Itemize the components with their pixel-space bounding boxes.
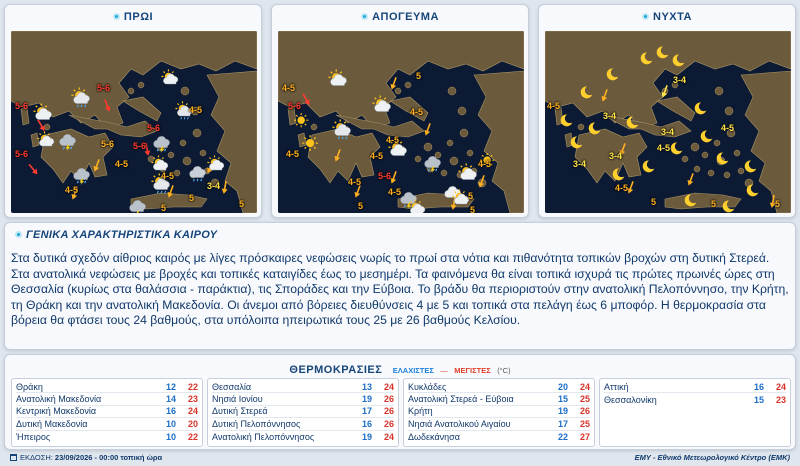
max-temperature: 27: [579, 431, 590, 442]
wind-force-label: 4-5: [282, 83, 296, 93]
temperature-row: [408, 381, 590, 393]
wind-force-label: 4-5: [615, 183, 629, 193]
wind-arrow-icon: [27, 162, 40, 176]
island-shape: [415, 156, 421, 162]
panel-title-text: ΠΡΩΙ: [123, 11, 154, 23]
section-heading: [15, 229, 217, 241]
cloud-storm-icon: [127, 195, 149, 213]
section-heading-text: ΓΕΝΙΚΑ ΧΑΡΑΚΤΗΡΙΣΤΙΚΑ ΚΑΙΡΟΥ: [26, 229, 218, 241]
wind-force-label: 4-5: [657, 143, 671, 153]
panel-night: [538, 4, 796, 218]
wind-force-label: 5: [416, 71, 422, 81]
island-shape: [128, 88, 134, 94]
island-shape: [448, 87, 456, 95]
max-temperature: 24: [579, 381, 590, 392]
island-shape: [691, 143, 699, 151]
region-name: Ανατολική Στερεά - Εύβοια: [408, 394, 514, 405]
moon-icon: [683, 193, 699, 209]
temperature-row: [212, 381, 394, 393]
sun-icon: [292, 111, 312, 131]
max-temperature: 20: [187, 418, 198, 429]
moon-icon: [745, 183, 761, 199]
wind-force-label: 4-5: [189, 105, 203, 115]
sun-cloud-icon: [408, 199, 428, 213]
wind-force-label: 5-6: [147, 123, 161, 133]
sun-cloud-icon: [207, 155, 227, 175]
wind-force-label: 5-6: [15, 149, 29, 159]
max-temperature: 23: [775, 394, 786, 405]
temperature-row: [212, 431, 394, 443]
wind-force-label: 5: [161, 203, 167, 213]
weather-map-morning: [11, 31, 257, 213]
region-name: Θεσσαλία: [212, 381, 252, 392]
region-name: Ανατολική Πελοπόννησος: [212, 431, 315, 442]
temperature-column-2: [207, 378, 399, 447]
panel-title-afternoon: [272, 11, 528, 23]
temperature-column-4: [599, 378, 791, 447]
moon-icon: [671, 53, 687, 69]
min-temperature: 10: [165, 418, 176, 429]
legend-separator: —: [440, 366, 448, 375]
map-base: [278, 31, 524, 213]
moon-icon: [611, 167, 627, 183]
region-name: Θράκη: [16, 381, 43, 392]
island-shape: [734, 150, 740, 156]
cloud-storm-icon: [422, 151, 444, 173]
moon-icon: [669, 141, 685, 157]
wind-force-label: 5: [189, 193, 195, 203]
weather-map-night: [545, 31, 791, 213]
region-name: Αττική: [604, 381, 629, 392]
temperatures-header: [5, 360, 795, 378]
wind-force-label: 3-4: [603, 111, 617, 121]
max-temperature: 25: [579, 394, 590, 405]
temperature-row: [212, 393, 394, 405]
island-shape: [702, 152, 708, 158]
wind-force-label: 5-6: [101, 139, 115, 149]
wind-force-label: 3-4: [573, 159, 587, 169]
island-shape: [460, 129, 468, 137]
temperature-row: [16, 393, 198, 405]
island-shape: [405, 82, 411, 88]
wind-force-label: 5-6: [97, 83, 111, 93]
moon-icon: [569, 135, 585, 151]
max-temperature: 22: [187, 381, 198, 392]
moon-icon: [743, 159, 759, 175]
wind-force-label: 4-5: [65, 185, 79, 195]
bullet-icon: [15, 231, 22, 238]
temperature-row: [212, 406, 394, 418]
moon-icon: [699, 129, 715, 145]
temperature-row: [408, 406, 590, 418]
min-temperature: 16: [165, 406, 176, 417]
region-name: Νησιά Ανατολικού Αιγαίου: [408, 418, 511, 429]
wind-force-label: 3-4: [673, 75, 687, 85]
moon-icon: [641, 159, 657, 175]
temperature-row: [408, 393, 590, 405]
wind-force-label: 5: [775, 199, 781, 209]
region-name: Ήπειρος: [16, 431, 51, 442]
min-temperature: 14: [165, 394, 176, 405]
wind-force-label: 3-4: [609, 151, 623, 161]
moon-icon: [625, 115, 641, 131]
max-temperature: 24: [187, 406, 198, 417]
temperature-row: [604, 381, 786, 393]
issue-info: [10, 453, 162, 462]
island-shape: [694, 166, 700, 172]
region-name: Δωδεκάνησα: [408, 431, 460, 442]
island-shape: [578, 124, 584, 130]
temperature-row: [408, 431, 590, 443]
wind-force-label: 3-4: [661, 127, 675, 137]
sun-cloud-icon: [37, 131, 57, 151]
region-name: Θεσσαλονίκη: [604, 394, 657, 405]
sun-cloud-rain-icon: [71, 87, 93, 109]
min-temperature: 13: [361, 381, 372, 392]
max-temperature: 22: [187, 431, 198, 442]
island-shape: [458, 107, 466, 115]
region-name: Δυτική Μακεδονία: [16, 418, 88, 429]
agency-name: ΕΜΥ - Εθνικό Μετεωρολογικό Κέντρο (ΕΜΚ): [634, 453, 790, 462]
temperature-row: [408, 418, 590, 430]
region-name: Νησιά Ιονίου: [212, 394, 263, 405]
calendar-icon: [10, 454, 17, 461]
wind-force-label: 5: [358, 201, 364, 211]
moon-icon: [559, 113, 575, 129]
panel-title-text: ΝΥΧΤΑ: [653, 11, 692, 23]
island-shape: [174, 170, 180, 176]
wind-force-label: 4-5: [161, 171, 175, 181]
min-temperature: 15: [557, 394, 568, 405]
temperature-column-1: [11, 378, 203, 447]
panel-morning: [4, 4, 262, 218]
region-name: Κεντρική Μακεδονία: [16, 406, 97, 417]
wind-arrow-icon: [686, 172, 696, 186]
wind-force-label: 5: [470, 205, 476, 213]
max-temperature: 24: [775, 381, 786, 392]
temperature-row: [16, 431, 198, 443]
wind-force-label: 5: [468, 191, 474, 201]
max-temperature: 25: [579, 418, 590, 429]
island-shape: [181, 87, 189, 95]
bullet-icon: [642, 13, 649, 20]
legend-min: ΕΛΑΧΙΣΤΕΣ: [392, 366, 434, 375]
island-shape: [450, 157, 458, 165]
region-name: Ανατολική Μακεδονία: [16, 394, 102, 405]
island-shape: [193, 129, 201, 137]
panel-title-night: [539, 11, 795, 23]
wind-force-label: 4-5: [286, 149, 300, 159]
wind-force-label: 4-5: [115, 159, 129, 169]
wind-force-label: 4-5: [370, 151, 384, 161]
min-temperature: 17: [361, 406, 372, 417]
island-shape: [180, 140, 186, 146]
min-temperature: 22: [557, 431, 568, 442]
wind-force-label: 4-5: [410, 107, 424, 117]
wind-force-label: 4-5: [478, 159, 492, 169]
wind-force-label: 5-6: [288, 101, 302, 111]
moon-icon: [693, 101, 709, 117]
moon-icon: [715, 151, 731, 167]
panel-title-morning: [5, 11, 261, 23]
island-shape: [724, 172, 730, 178]
max-temperature: 26: [383, 394, 394, 405]
min-temperature: 19: [557, 406, 568, 417]
issue-value: 23/09/2026 - 00:00 τοπική ώρα: [54, 453, 163, 462]
island-shape: [725, 107, 733, 115]
max-temperature: 24: [383, 381, 394, 392]
wind-force-label: 4-5: [386, 135, 400, 145]
wind-force-label: 5-6: [15, 101, 29, 111]
min-temperature: 10: [165, 431, 176, 442]
min-temperature: 16: [753, 381, 764, 392]
region-name: Δυτική Στερεά: [212, 406, 268, 417]
island-shape: [715, 87, 723, 95]
bullet-icon: [113, 13, 120, 20]
legend-max: ΜΕΓΙΣΤΕΣ: [454, 366, 491, 375]
moon-icon: [721, 199, 737, 213]
min-temperature: 20: [557, 381, 568, 392]
island-shape: [424, 143, 432, 151]
temperature-row: [212, 418, 394, 430]
cloud-storm-icon: [151, 131, 173, 153]
moon-icon: [655, 45, 671, 61]
moon-icon: [639, 51, 655, 67]
temperature-column-3: [403, 378, 595, 447]
land-shape: [474, 71, 524, 213]
temperatures-title: ΘΕΡΜΟΚΡΑΣΙΕΣ: [289, 364, 383, 376]
min-temperature: 17: [557, 418, 568, 429]
land-shape: [657, 97, 695, 121]
moon-icon: [579, 85, 595, 101]
wind-force-label: 5-6: [378, 171, 392, 181]
min-temperature: 19: [361, 431, 372, 442]
max-temperature: 26: [383, 406, 394, 417]
weather-description: Στα δυτικά σχεδόν αίθριος καιρός με λίγες πρόσκαιρες νεφώσεις νωρίς το πρωί στα νότια και πιθανότητα τοπικών βροχών στη δυτική Στερεά. Στα ανατολικά νεφώσεις με βροχές και τοπικές καταιγίδες έως το μεσημέρι. Τα φαινόμενα θα είναι τοπικά ισχυρά τις πρώτες πρωινές ώρες στη Θεσσαλία (κυρίως στα θαλάσσια - παράκτια), τις Σποράδες και την Εύβοια. Το βράδυ θα περιοριστούν στην ανατολική Πελοπόννησο, την Κρήτη, τη Θράκη και την ανατολική Μακεδονία. Οι άνεμοι από βόρειες διευθύνσεις 4 με 5 και τοπικά στα πελάγη έως 6 μποφόρ. Η θερμοκρασία στα βόρεια θα φτάσει τους 24 βαθμούς, στα υπόλοιπα ηπειρωτικά τους 25 με 26 βαθμούς Κελσίου.: [11, 251, 789, 328]
wind-force-label: 5-6: [133, 141, 147, 151]
sun-cloud-icon: [328, 69, 350, 91]
region-name: Δυτική Πελοπόννησος: [212, 418, 301, 429]
sun-icon: [300, 133, 322, 155]
cloud-storm-icon: [57, 129, 79, 151]
island-shape: [200, 150, 206, 156]
min-temperature: 15: [753, 394, 764, 405]
sun-cloud-icon: [372, 95, 394, 117]
bullet-icon: [361, 13, 368, 20]
island-shape: [395, 88, 401, 94]
wind-force-label: 3-4: [207, 181, 221, 191]
wind-force-label: 4-5: [547, 101, 561, 111]
max-temperature: 23: [187, 394, 198, 405]
min-temperature: 19: [361, 394, 372, 405]
max-temperature: 26: [383, 418, 394, 429]
sun-cloud-icon: [161, 69, 181, 89]
temperature-row: [604, 393, 786, 405]
footer: [4, 452, 796, 464]
island-shape: [708, 170, 714, 176]
island-shape: [447, 140, 453, 146]
land-shape: [123, 97, 161, 121]
land-shape: [207, 71, 257, 213]
cloud-rain-icon: [187, 161, 209, 183]
region-name: Κυκλάδες: [408, 381, 447, 392]
temperature-row: [16, 418, 198, 430]
wind-force-label: 4-5: [348, 177, 362, 187]
issue-label: ΕΚΔΟΣΗ:: [20, 453, 53, 462]
min-temperature: 16: [361, 418, 372, 429]
sun-cloud-icon: [33, 103, 55, 125]
island-shape: [467, 150, 473, 156]
panel-title-text: ΑΠΟΓΕΥΜΑ: [372, 11, 439, 23]
island-shape: [138, 82, 144, 88]
wind-force-label: 5: [239, 199, 245, 209]
wind-force-label: 5: [651, 197, 657, 207]
temperature-row: [16, 381, 198, 393]
weather-map-afternoon: [278, 31, 524, 213]
temperatures-section: [4, 354, 796, 450]
legend-unit: (°C): [497, 366, 511, 375]
wind-arrow-icon: [423, 122, 433, 136]
moon-icon: [587, 121, 603, 137]
wind-force-label: 5: [711, 199, 717, 209]
min-temperature: 12: [165, 381, 176, 392]
max-temperature: 24: [383, 431, 394, 442]
general-weather-section: [4, 222, 796, 350]
wind-force-label: 4-5: [721, 123, 735, 133]
region-name: Κρήτη: [408, 406, 433, 417]
cloud-storm-icon: [71, 163, 93, 185]
wind-force-label: 4-5: [388, 187, 402, 197]
panel-afternoon: [271, 4, 529, 218]
max-temperature: 26: [579, 406, 590, 417]
temperature-row: [16, 406, 198, 418]
sun-cloud-rain-icon: [332, 119, 354, 141]
moon-icon: [605, 67, 621, 83]
